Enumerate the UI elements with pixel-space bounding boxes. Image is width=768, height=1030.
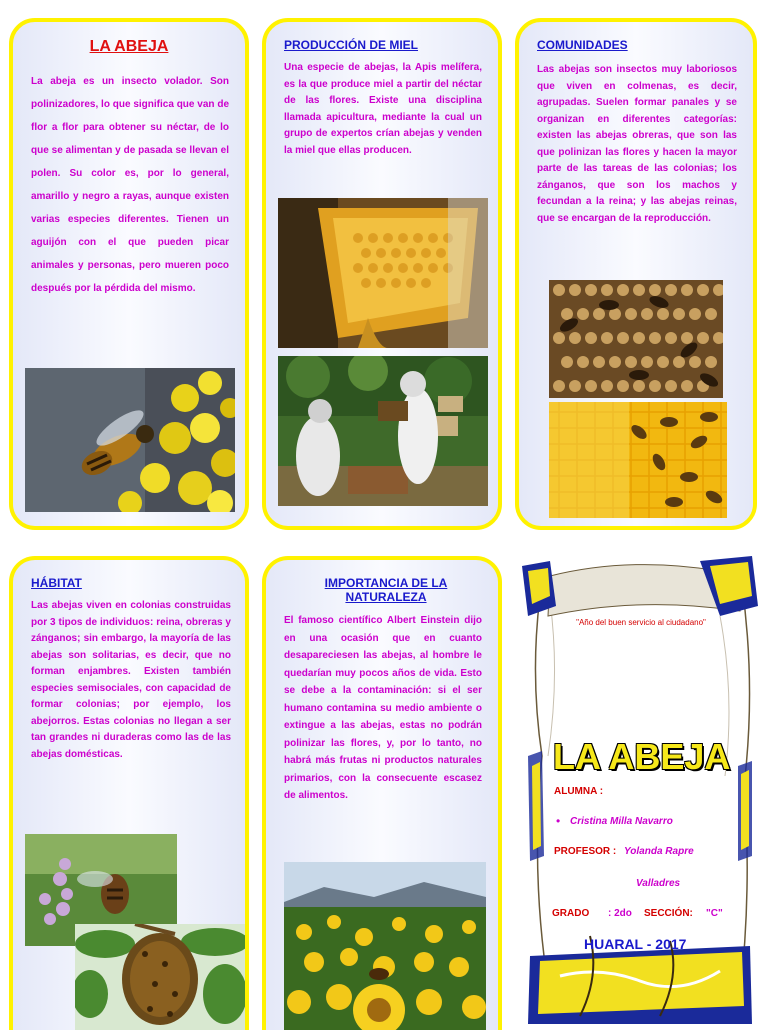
alumna-label: ALUMNA : (554, 786, 604, 797)
profesor-value: Yolanda Rapre (624, 846, 694, 857)
panel-text: El famoso científico Albert Einstein dijo en una ocasión que en cuanto desapareciesen las abejas, al hombre le quedarían muy pocos años de vida. Esto se debe a la contaminación: si el ser humano contamina su medio ambiente o extingue a las abejas, estas no podrán polinizar las flores, y, por lo tanto, no habrá más frutas ni productos naturales primarios, con la consecuente escasez de alimentos. (284, 615, 482, 801)
panel-title: IMPORTANCIA DE LA NATURALEZA (324, 576, 448, 604)
honeycomb-frame-photo (278, 198, 488, 348)
panel-comunidades (515, 18, 757, 530)
panel-title: LA ABEJA (89, 38, 169, 55)
panel-text: Una especie de abejas, la Apis melífera, es la que produce miel a partir del néctar de las flores. Existe una disciplina llamada apicultura, mediante la cual un grupo de expertos crían abejas y venden la miel que ellas producen. (284, 62, 482, 156)
panel-title: COMUNIDADES (537, 38, 628, 52)
beekeepers-photo (278, 356, 488, 506)
panel-habitat (9, 556, 249, 1030)
panel-text: Las abejas son insectos muy laboriosos que viven en colmenas, es decir, agrupadas. Suelen formar panales y se organizan en diferentes categorías: existen las abejas obreras, que son las que polinizan las flores y hacen la mayor parte de las tareas de las colonias; los zánganos, que son los machos y fecundan a la reina; y las abejas reinas, que se encargan de la reproducción. (537, 64, 737, 224)
profesor-value-2: Valladres (636, 878, 681, 889)
panel-la-abeja (9, 18, 249, 530)
cover-title: LA ABEJA (553, 736, 731, 777)
honeycomb-bees-photo (549, 402, 727, 518)
cover-place: HUARAL - 2017 (584, 936, 687, 952)
sunflower-field-photo (284, 862, 486, 1030)
cover-motto: "Año del buen servicio al ciudadano" (576, 618, 706, 627)
profesor-label: PROFESOR : (554, 846, 617, 857)
panel-produccion-de-miel (262, 18, 502, 530)
grado-value: : 2do (608, 908, 632, 919)
panel-title: HÁBITAT (31, 576, 82, 590)
alumna-value: Cristina Milla Navarro (570, 816, 673, 827)
bee-on-flower-photo (25, 368, 235, 512)
panel-text: La abeja es un insecto volador. Son polinizadores, lo que significa que van de flor a flor para obtener su néctar, de lo que se alimentan y de pasada se llevan el polen. Su color es, por lo general, amarillo y negro a rayas, aunque existen varias especies diferentes. Tienen un aguijón con el que pueden picar animales y personas, pero mueren poco después por la pérdida del mismo. (31, 76, 229, 294)
panel-text: Las abejas viven en colonias construidas por 3 tipos de individuos: reina, obreras y zánganos; sin embargo, la mayoría de las abejas son solitarias, es decir, que no forman enjambres. Existen también especies semisociales, con capacidad de formar colonias; por ejemplo, los abejorros. Estas colonias no llegan a ser tan grandes ni duraderas como las de las abejas domésticas. (31, 600, 231, 760)
panel-title: PRODUCCIÓN DE MIEL (284, 38, 419, 52)
seccion-value: "C" (706, 908, 723, 919)
grado-label: GRADO (552, 908, 590, 919)
bees-on-comb-photo (549, 280, 723, 398)
cover-panel (520, 556, 760, 1024)
bullet-icon: • (556, 814, 561, 828)
panel-importancia (262, 556, 502, 1030)
seccion-label: SECCIÓN: (644, 908, 693, 919)
bee-swarm-photo (75, 924, 245, 1030)
